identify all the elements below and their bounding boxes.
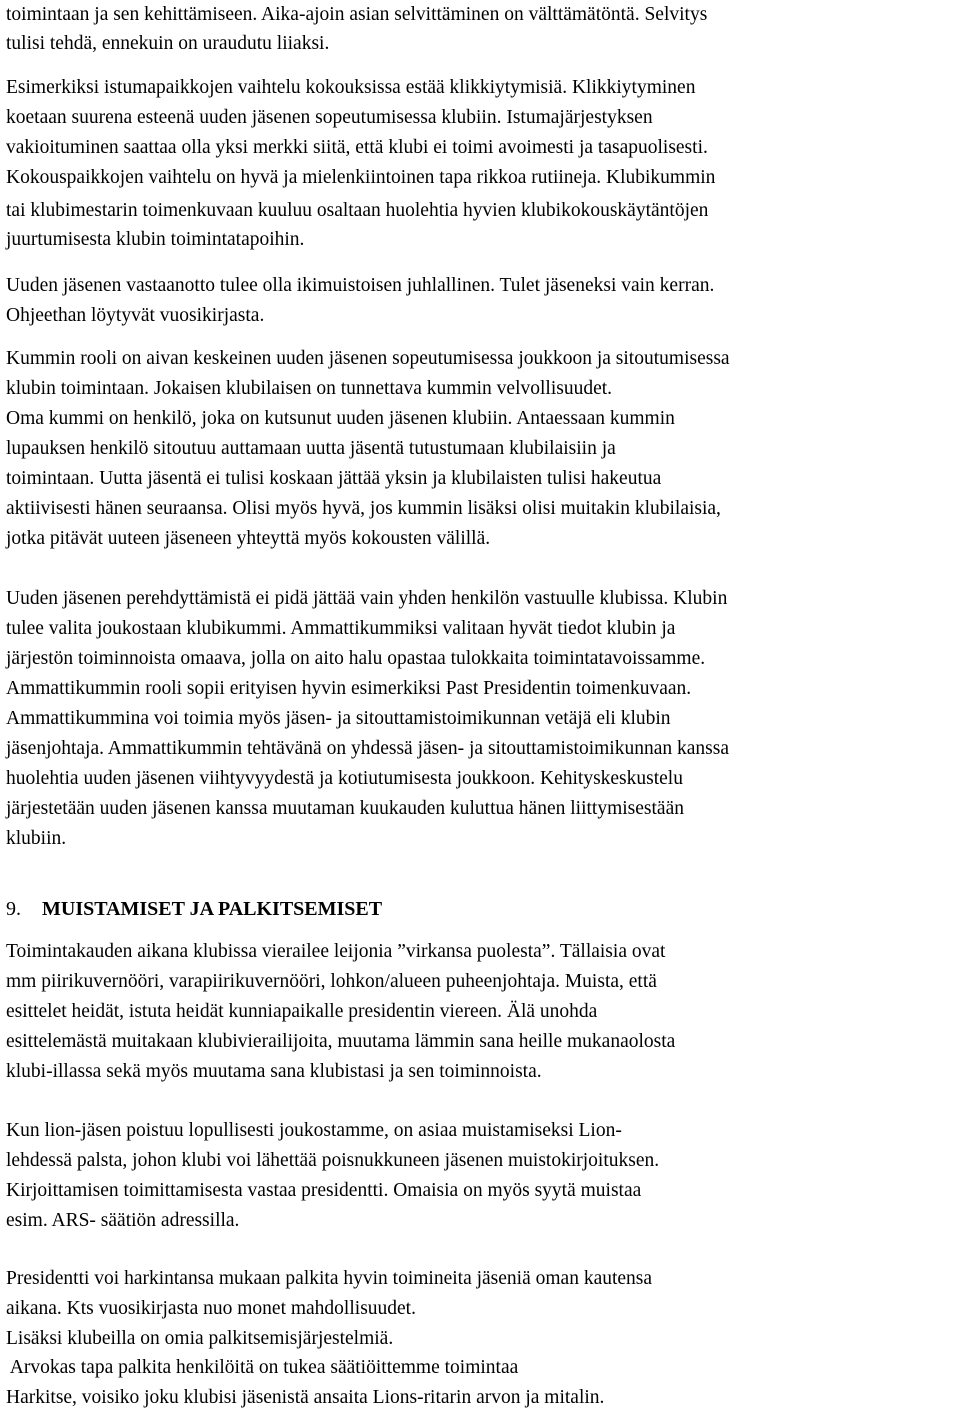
text-line: esittelemästä muitakaan klubivierailijoita, muutama lämmin sana heille mukanaolosta	[6, 1031, 676, 1052]
text-line: Harkitse, voisiko joku klubisi jäsenistä ansaita Lions-ritarin arvon ja mitalin.	[6, 1387, 605, 1408]
text-line: Kokouspaikkojen vaihtelu on hyvä ja mielenkiintoinen tapa rikkoa rutiineja. Klubikummin	[6, 167, 716, 188]
text-line: Toimintakauden aikana klubissa vierailee leijonia ”virkansa puolesta”. Tällaisia ovat	[6, 941, 666, 962]
text-line: Presidentti voi harkintansa mukaan palkita hyvin toimineita jäseniä oman kautensa	[6, 1268, 653, 1289]
text-line: jotka pitävät uuteen jäseneen yhteyttä myös kokousten välillä.	[6, 528, 491, 549]
text-line: lupauksen henkilö sitoutuu auttamaan uutta jäsentä tutustumaan klubilaisiin ja	[6, 438, 616, 459]
text-line: tulee valita joukostaan klubikummi. Ammattikummiksi valitaan hyvät tiedot klubin ja	[6, 618, 676, 639]
text-line: mm piirikuvernööri, varapiirikuvernööri, lohkon/alueen puheenjohtaja. Muista, että	[6, 971, 657, 992]
text-line: klubin toimintaan. Jokaisen klubilaisen on tunnettava kummin velvollisuudet.	[6, 378, 613, 399]
text-line: lehdessä palsta, johon klubi voi lähettää poisnukkuneen jäsenen muistokirjoituksen.	[6, 1150, 660, 1171]
text-line: vakioituminen saattaa olla yksi merkki siitä, että klubi ei toimi avoimesti ja tasapuolisesti.	[6, 137, 708, 158]
text-line: jäsenjohtaja. Ammattikummin tehtävänä on yhdessä jäsen- ja sitouttamistoimikunnan kanssa	[6, 738, 729, 759]
text-line: toimintaan. Uutta jäsentä ei tulisi koskaan jättää yksin ja klubilaisten tulisi hakeutua	[6, 468, 662, 489]
text-line: Esimerkiksi istumapaikkojen vaihtelu kokouksissa estää klikkiytymisiä. Klikkiytyminen	[6, 77, 696, 98]
text-line: järjestön toiminnoista omaava, jolla on aito halu opastaa tulokkaita toimintatavoissamme.	[6, 648, 706, 669]
text-line: Kummin rooli on aivan keskeinen uuden jäsenen sopeutumisessa joukkoon ja sitoutumisessa	[6, 348, 730, 369]
text-line: Lisäksi klubeilla on omia palkitsemisjärjestelmiä.	[6, 1328, 394, 1349]
text-line: esim. ARS- säätiön adressilla.	[6, 1210, 240, 1231]
text-line: klubi-illassa sekä myös muutama sana klubistasi ja sen toiminnoista.	[6, 1061, 542, 1082]
text-line: Kirjoittamisen toimittamisesta vastaa presidentti. Omaisia on myös syytä muistaa	[6, 1180, 642, 1201]
text-line: huolehtia uuden jäsenen viihtyvyydestä ja kotiutumisesta joukkoon. Kehityskeskustelu	[6, 768, 683, 789]
text-line: aikana. Kts vuosikirjasta nuo monet mahdollisuudet.	[6, 1298, 416, 1319]
text-line: klubiin.	[6, 828, 67, 849]
text-line: Ohjeethan löytyvät vuosikirjasta.	[6, 305, 265, 326]
text-line: tulisi tehdä, ennekuin on uraudutu liiaksi.	[6, 33, 330, 54]
text-line: Uuden jäsenen vastaanotto tulee olla ikimuistoisen juhlallinen. Tulet jäseneksi vain kerran.	[6, 275, 715, 296]
text-line: järjestetään uuden jäsenen kanssa muutaman kuukauden kuluttua hänen liittymisestään	[6, 798, 684, 819]
text-line: juurtumisesta klubin toimintatapoihin.	[6, 229, 305, 250]
text-line: koetaan suurena esteenä uuden jäsenen sopeutumisessa klubiin. Istumajärjestyksen	[6, 107, 653, 128]
text-line: toimintaan ja sen kehittämiseen. Aika-ajoin asian selvittäminen on välttämätöntä. Selvitys	[6, 4, 708, 25]
text-line: Oma kummi on henkilö, joka on kutsunut uuden jäsenen klubiin. Antaessaan kummin	[6, 408, 675, 429]
text-line: Ammattikummin rooli sopii erityisen hyvin esimerkiksi Past Presidentin toimenkuvaan.	[6, 678, 692, 699]
text-line: esittelet heidät, istuta heidät kunniapaikalle presidentin viereen. Älä unohda	[6, 1001, 598, 1022]
text-line: Kun lion-jäsen poistuu lopullisesti joukostamme, on asiaa muistamiseksi Lion-	[6, 1120, 622, 1141]
text-line: Ammattikummina voi toimia myös jäsen- ja sitouttamistoimikunnan vetäjä eli klubin	[6, 708, 671, 729]
text-line: tai klubimestarin toimenkuvaan kuuluu osaltaan huolehtia hyvien klubikokouskäytäntöjen	[6, 200, 709, 221]
text-line: aktiivisesti hänen seuraansa. Olisi myös hyvä, jos kummin lisäksi olisi muitakin klubilaisia,	[6, 498, 721, 519]
text-line: Arvokas tapa palkita henkilöitä on tukea säätiöittemme toimintaa	[6, 1357, 519, 1378]
section-number: 9.	[6, 898, 21, 920]
text-line: Uuden jäsenen perehdyttämistä ei pidä jättää vain yhden henkilön vastuulle klubissa. Klubin	[6, 588, 728, 609]
section-title: MUISTAMISET JA PALKITSEMISET	[42, 898, 383, 920]
